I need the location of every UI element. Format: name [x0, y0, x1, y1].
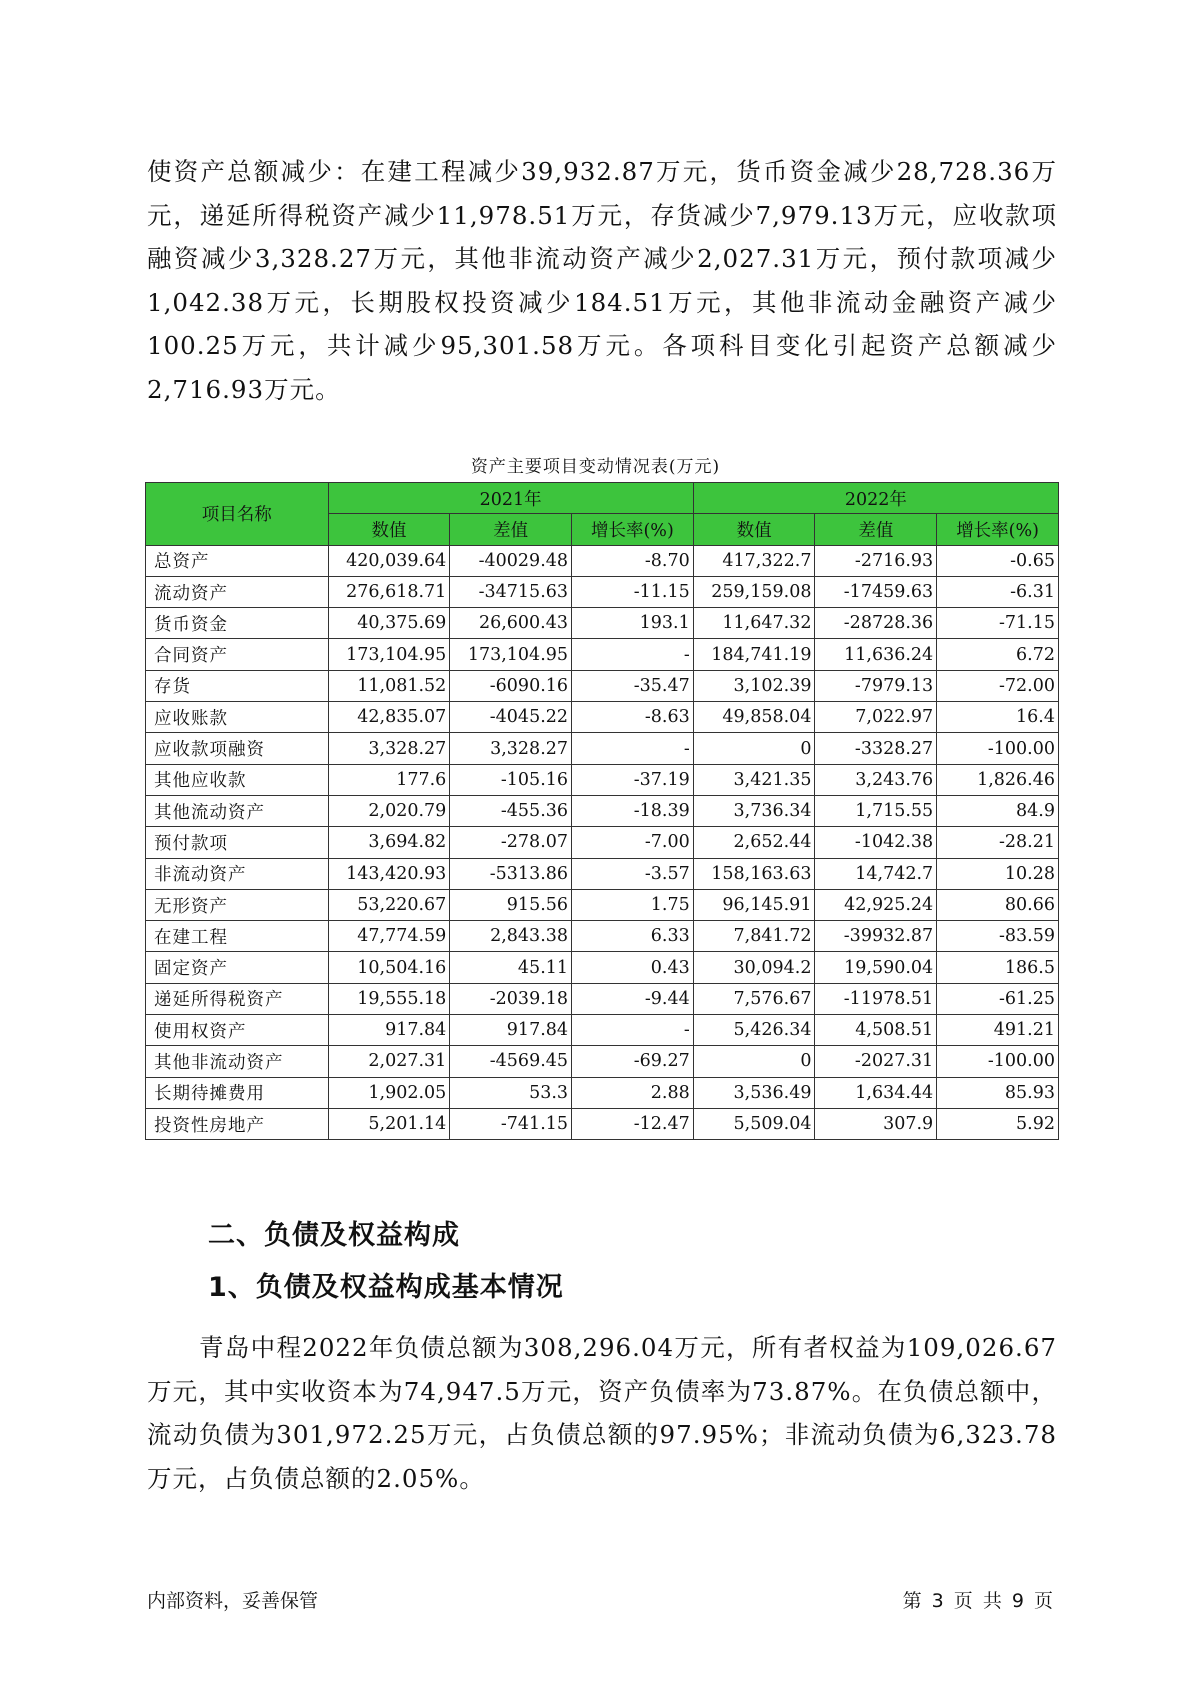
- section-heading: 二、负债及权益构成: [208, 1220, 460, 1251]
- row-cell-value: -34715.63: [450, 576, 572, 607]
- row-cell-value: -17459.63: [815, 576, 937, 607]
- row-cell-value: -37.19: [572, 764, 694, 795]
- row-cell-value: 3,328.27: [328, 733, 450, 764]
- row-cell-value: 6.72: [937, 639, 1059, 670]
- row-cell-value: -455.36: [450, 795, 572, 826]
- row-cell-value: -105.16: [450, 764, 572, 795]
- row-cell-value: 3,736.34: [693, 795, 815, 826]
- row-item-name: 存货: [146, 670, 329, 701]
- row-cell-value: 5,426.34: [693, 1015, 815, 1046]
- row-cell-value: 84.9: [937, 795, 1059, 826]
- row-cell-value: -0.65: [937, 545, 1059, 576]
- row-cell-value: -: [572, 1015, 694, 1046]
- row-cell-value: 1.75: [572, 889, 694, 920]
- row-cell-value: 11,636.24: [815, 639, 937, 670]
- row-item-name: 递延所得税资产: [146, 983, 329, 1014]
- row-cell-value: -741.15: [450, 1108, 572, 1139]
- row-cell-value: 917.84: [450, 1015, 572, 1046]
- table-row: [146, 921, 1059, 952]
- row-cell-value: -2716.93: [815, 545, 937, 576]
- row-item-name: 非流动资产: [146, 858, 329, 889]
- row-cell-value: 193.1: [572, 608, 694, 639]
- header-item-name: 项目名称: [146, 483, 329, 546]
- row-cell-value: 276,618.71: [328, 576, 450, 607]
- table-row: [146, 1046, 1059, 1077]
- row-cell-value: -9.44: [572, 983, 694, 1014]
- row-cell-value: 10,504.16: [328, 952, 450, 983]
- table-row: [146, 983, 1059, 1014]
- row-cell-value: 1,902.05: [328, 1077, 450, 1108]
- row-cell-value: 7,841.72: [693, 921, 815, 952]
- row-cell-value: 0.43: [572, 952, 694, 983]
- row-item-name: 无形资产: [146, 889, 329, 920]
- table-row: [146, 764, 1059, 795]
- table-row: [146, 670, 1059, 701]
- row-cell-value: 307.9: [815, 1108, 937, 1139]
- row-cell-value: -71.15: [937, 608, 1059, 639]
- row-cell-value: 4,508.51: [815, 1015, 937, 1046]
- row-cell-value: -72.00: [937, 670, 1059, 701]
- row-cell-value: -8.70: [572, 545, 694, 576]
- row-cell-value: -11978.51: [815, 983, 937, 1014]
- header-value-2022: 数值: [693, 514, 815, 545]
- row-item-name: 固定资产: [146, 952, 329, 983]
- row-cell-value: 158,163.63: [693, 858, 815, 889]
- row-item-name: 合同资产: [146, 639, 329, 670]
- row-cell-value: 11,647.32: [693, 608, 815, 639]
- row-cell-value: 11,081.52: [328, 670, 450, 701]
- row-cell-value: -6090.16: [450, 670, 572, 701]
- row-cell-value: 2,020.79: [328, 795, 450, 826]
- row-cell-value: 2,652.44: [693, 827, 815, 858]
- table-row: [146, 889, 1059, 920]
- row-cell-value: 10.28: [937, 858, 1059, 889]
- row-item-name: 投资性房地产: [146, 1108, 329, 1139]
- row-cell-value: 2.88: [572, 1077, 694, 1108]
- table-row: [146, 795, 1059, 826]
- row-cell-value: 16.4: [937, 702, 1059, 733]
- row-cell-value: 80.66: [937, 889, 1059, 920]
- row-cell-value: 7,576.67: [693, 983, 815, 1014]
- table-row: [146, 952, 1059, 983]
- row-cell-value: 3,536.49: [693, 1077, 815, 1108]
- row-cell-value: -7.00: [572, 827, 694, 858]
- asset-change-table: [145, 482, 1059, 1140]
- row-cell-value: -8.63: [572, 702, 694, 733]
- table-row: [146, 576, 1059, 607]
- row-cell-value: 0: [693, 1046, 815, 1077]
- row-cell-value: 177.6: [328, 764, 450, 795]
- row-cell-value: 85.93: [937, 1077, 1059, 1108]
- row-item-name: 应收款项融资: [146, 733, 329, 764]
- row-cell-value: -100.00: [937, 1046, 1059, 1077]
- row-cell-value: 259,159.08: [693, 576, 815, 607]
- header-diff-2022: 差值: [815, 514, 937, 545]
- row-cell-value: 49,858.04: [693, 702, 815, 733]
- row-cell-value: 420,039.64: [328, 545, 450, 576]
- row-cell-value: 3,243.76: [815, 764, 937, 795]
- row-cell-value: 1,715.55: [815, 795, 937, 826]
- row-item-name: 其他非流动资产: [146, 1046, 329, 1077]
- table-row: [146, 1108, 1059, 1139]
- row-cell-value: -6.31: [937, 576, 1059, 607]
- header-growth-2021: 增长率(%): [572, 514, 694, 545]
- row-cell-value: 5.92: [937, 1108, 1059, 1139]
- row-cell-value: 3,421.35: [693, 764, 815, 795]
- row-cell-value: -4045.22: [450, 702, 572, 733]
- row-item-name: 长期待摊费用: [146, 1077, 329, 1108]
- row-cell-value: -40029.48: [450, 545, 572, 576]
- row-cell-value: -100.00: [937, 733, 1059, 764]
- row-cell-value: 1,634.44: [815, 1077, 937, 1108]
- table-row: [146, 608, 1059, 639]
- row-item-name: 货币资金: [146, 608, 329, 639]
- row-cell-value: 173,104.95: [450, 639, 572, 670]
- row-cell-value: -3328.27: [815, 733, 937, 764]
- row-cell-value: 42,925.24: [815, 889, 937, 920]
- row-cell-value: 917.84: [328, 1015, 450, 1046]
- row-cell-value: -28728.36: [815, 608, 937, 639]
- table-row: [146, 827, 1059, 858]
- row-cell-value: 42,835.07: [328, 702, 450, 733]
- row-cell-value: 3,328.27: [450, 733, 572, 764]
- footer-page-number: 第 3 页 共 9 页: [902, 1590, 1053, 1612]
- row-item-name: 预付款项: [146, 827, 329, 858]
- row-cell-value: 53,220.67: [328, 889, 450, 920]
- table-row: [146, 1077, 1059, 1108]
- row-cell-value: 2,843.38: [450, 921, 572, 952]
- header-growth-2022: 增长率(%): [937, 514, 1059, 545]
- row-cell-value: 19,590.04: [815, 952, 937, 983]
- row-cell-value: 6.33: [572, 921, 694, 952]
- row-cell-value: -2027.31: [815, 1046, 937, 1077]
- row-item-name: 在建工程: [146, 921, 329, 952]
- subsection-heading: 1、负债及权益构成基本情况: [208, 1272, 564, 1303]
- row-cell-value: 96,145.91: [693, 889, 815, 920]
- row-cell-value: 5,509.04: [693, 1108, 815, 1139]
- row-cell-value: 5,201.14: [328, 1108, 450, 1139]
- row-cell-value: -278.07: [450, 827, 572, 858]
- row-cell-value: 3,694.82: [328, 827, 450, 858]
- body-paragraph-top: 使资产总额减少：在建工程减少39,932.87万元，货币资金减少28,728.36万元，递延所得税资产减少11,978.51万元，存货减少7,979.13万元，应收款项融资减少3,328.27万元，其他非流动资产减少2,027.31万元，预付款项减少1,042.38万元，长期股权投资减少184.51万元，其他非流动金融资产减少100.25万元，共计减少95,301.58万元。各项科目变化引起资产总额减少2,716.93万元。: [147, 157, 1057, 404]
- row-item-name: 流动资产: [146, 576, 329, 607]
- row-cell-value: -: [572, 733, 694, 764]
- row-cell-value: 19,555.18: [328, 983, 450, 1014]
- row-item-name: 应收账款: [146, 702, 329, 733]
- row-cell-value: 30,094.2: [693, 952, 815, 983]
- row-cell-value: 143,420.93: [328, 858, 450, 889]
- row-cell-value: 7,022.97: [815, 702, 937, 733]
- row-cell-value: -7979.13: [815, 670, 937, 701]
- table-caption: 资产主要项目变动情况表(万元): [470, 457, 721, 477]
- footer-confidential-note: 内部资料，妥善保管: [147, 1590, 319, 1612]
- row-cell-value: -35.47: [572, 670, 694, 701]
- header-diff-2021: 差值: [450, 514, 572, 545]
- header-value-2021: 数值: [328, 514, 450, 545]
- row-cell-value: -83.59: [937, 921, 1059, 952]
- row-cell-value: -2039.18: [450, 983, 572, 1014]
- row-cell-value: 915.56: [450, 889, 572, 920]
- row-cell-value: -39932.87: [815, 921, 937, 952]
- row-cell-value: -18.39: [572, 795, 694, 826]
- table-row: [146, 858, 1059, 889]
- row-cell-value: 491.21: [937, 1015, 1059, 1046]
- row-cell-value: 3,102.39: [693, 670, 815, 701]
- row-cell-value: -12.47: [572, 1108, 694, 1139]
- row-cell-value: -28.21: [937, 827, 1059, 858]
- row-cell-value: -11.15: [572, 576, 694, 607]
- row-cell-value: 40,375.69: [328, 608, 450, 639]
- row-cell-value: 1,826.46: [937, 764, 1059, 795]
- row-cell-value: -: [572, 639, 694, 670]
- row-cell-value: -5313.86: [450, 858, 572, 889]
- body-paragraph-bottom: 青岛中程2022年负债总额为308,296.04万元，所有者权益为109,026.67万元，其中实收资本为74,947.5万元，资产负债率为73.87%。在负债总额中，流动负债为301,972.25万元，占负债总额的97.95%；非流动负债为6,323.78万元，占负债总额的2.05%。: [147, 1333, 1057, 1493]
- row-cell-value: 47,774.59: [328, 921, 450, 952]
- row-item-name: 其他流动资产: [146, 795, 329, 826]
- row-cell-value: 184,741.19: [693, 639, 815, 670]
- row-cell-value: 14,742.7: [815, 858, 937, 889]
- table-row: [146, 733, 1059, 764]
- row-cell-value: 45.11: [450, 952, 572, 983]
- row-cell-value: 2,027.31: [328, 1046, 450, 1077]
- row-cell-value: 53.3: [450, 1077, 572, 1108]
- row-item-name: 其他应收款: [146, 764, 329, 795]
- row-cell-value: -3.57: [572, 858, 694, 889]
- header-year-2021: 2021年: [328, 483, 693, 514]
- row-cell-value: -1042.38: [815, 827, 937, 858]
- table-row: [146, 702, 1059, 733]
- row-cell-value: 26,600.43: [450, 608, 572, 639]
- row-cell-value: 186.5: [937, 952, 1059, 983]
- table-row: [146, 545, 1059, 576]
- table-body: [146, 545, 1059, 1140]
- row-cell-value: 417,322.7: [693, 545, 815, 576]
- table-row: [146, 639, 1059, 670]
- row-cell-value: -69.27: [572, 1046, 694, 1077]
- table-row: [146, 1015, 1059, 1046]
- row-cell-value: -4569.45: [450, 1046, 572, 1077]
- row-cell-value: -61.25: [937, 983, 1059, 1014]
- header-year-2022: 2022年: [693, 483, 1058, 514]
- row-cell-value: 173,104.95: [328, 639, 450, 670]
- row-cell-value: 0: [693, 733, 815, 764]
- row-item-name: 总资产: [146, 545, 329, 576]
- row-item-name: 使用权资产: [146, 1015, 329, 1046]
